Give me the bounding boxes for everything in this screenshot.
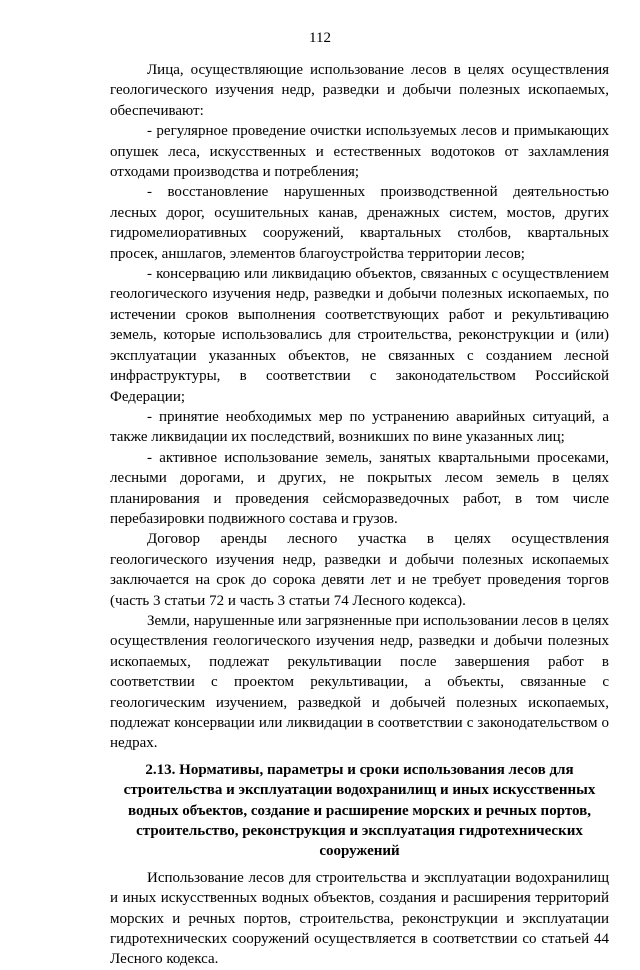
paragraph-intro: Лица, осуществляющие использование лесов в целях осуществления геологического изучения недр, разведки и добычи полезных ископаемых, обеспечивают: [110,62,609,119]
list-item-restoration: - восстановление нарушенных производственной деятельностью лесных дорог, осушительных канав, дренажных систем, мостов, других гидромелиоративных сооружений, квартальных столбов, квартальных просек, аншлагов, элементов благоустройства территории лесов; [110,184,609,262]
page-content [110,60,609,970]
list-item-conservation: - консервацию или ликвидацию объектов, связанных с осуществлением геологического изучения недр, разведки и добычи полезных ископаемых, по истечении сроков выполнения соответствующих работ и рекультивацию земель, которые использовались для строительства, реконструкции и (или) эксплуатации указанных объектов, не связанных с созданием лесной инфраструктуры, в соответствии с законодательством Российской Федерации; [110,266,609,405]
paragraph-recultivation: Земли, нарушенные или загрязненные при использовании лесов в целях осуществления геологического изучения недр, разведки и добычи полезных ископаемых, подлежат рекультивации после завершения работ в соответствии с проектом рекультивации, а объекты, связанные с геологическим изучением, разведкой и добычей полезных ископаемых, подлежат консервации или ликвидации в соответствии с законодательством о недрах. [110,612,609,752]
list-item-cleaning: - регулярное проведение очистки используемых лесов и примыкающих опушек леса, искусственных и естественных водотоков от захламления отходами производства и потребления; [110,123,609,181]
list-item-land-use: - активное использование земель, занятых квартальными просеками, лесными дорогами, и других, не покрытых лесом земель в целях планирования и проведения сейсморазведочных работ, в том числе перебазировки подвижного состава и грузов. [110,449,609,527]
page-number: 112 [309,30,331,46]
section-heading: 2.13. Нормативы, параметры и сроки использования лесов для строительства и эксплуатации водохранилищ и иных искусственных водных объектов, создание и расширение морских и речных портов, строительство, реконструкция и эксплуатация гидротехнических сооружений [123,761,596,860]
paragraph-lease-contract: Договор аренды лесного участка в целях осуществления геологического изучения недр, разведки и добычи полезных ископаемых заключается на срок до сорока девяти лет и не требует проведения торгов (часть 3 статьи 72 и часть 3 статьи 74 Лесного кодекса). [110,531,609,609]
paragraph-section-body: Использование лесов для строительства и эксплуатации водохранилищ и иных искусственных водных объектов, создания и расширения территорий морских и речных портов, строительства, реконструкции и эксплуатации гидротехнических сооружений осуществляется в соответствии со статьей 44 Лесного кодекса. [110,869,609,968]
list-item-emergency: - принятие необходимых мер по устранению аварийных ситуаций, а также ликвидации их последствий, возникших по вине указанных лиц; [110,408,609,446]
